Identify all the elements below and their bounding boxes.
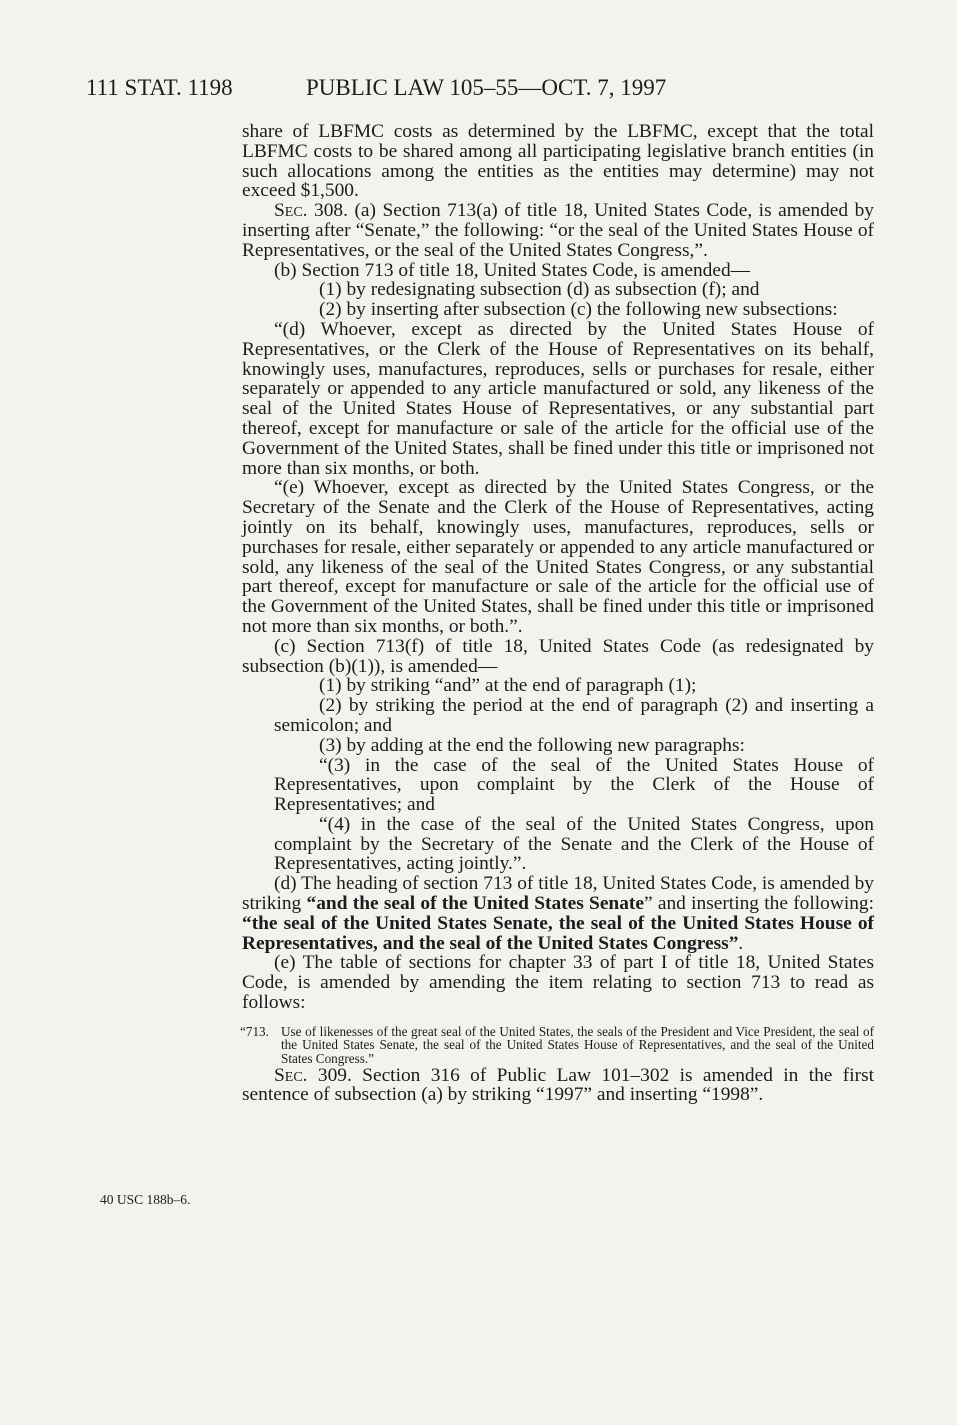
- table-item-text: Use of likenesses of the great seal of the United States, the seals of the President and Vice President, the seal of the United States Senate, the seal of the United States House of Representatives, and the seal of the United States Congress.”: [281, 1023, 874, 1067]
- section-308-c-1: (1) by striking “and” at the end of paragraph (1);: [319, 675, 697, 697]
- section-308-d-pre: (d) The heading of section 713 of title 18, United States Code, is amended by striking: [242, 873, 874, 915]
- section-309: [242, 1066, 874, 1106]
- struck-heading: “and the seal of the United States Senate: [306, 893, 644, 915]
- public-law-date: PUBLIC LAW 105–55—OCT. 7, 1997: [306, 75, 667, 100]
- document-body: [242, 122, 874, 1105]
- section-308-a-text: 308. (a) Section 713(a) of title 18, United States Code, is amended by inserting after “Senate,” the following: “or the seal of the United States House of Representatives, or the seal of the United States Congress,”.: [242, 200, 874, 261]
- quoted-subsection-e: “(e) Whoever, except as directed by the United States Congress, or the Secretary of the Senate and the Clerk of the House of Representatives, acting jointly on its behalf, knowingly uses, manufactures, reproduces, sells or purchases for resale, either separately or appended to any article manufactured or sold, any likeness of the seal of the United States Congress, or any substantial part thereof, except for manufacture or sale of the article for the official use of the Government of the United States, shall be fined under this title or imprisoned not more than six months, or both.”.: [242, 477, 874, 637]
- quoted-paragraph-4: “(4) in the case of the seal of the United States Congress, upon complaint by the Secretary of the Senate and the Clerk of the House of Representatives, acting jointly.”.: [274, 813, 874, 875]
- quoted-subsection-d: “(d) Whoever, except as directed by the United States House of Representatives, or the Clerk of the House of Representatives on its behalf, knowingly uses, manufactures, reproduces, sells or purchases for resale, either separately or appended to any article manufactured or sold, any likeness of the seal of the United States House of Representatives, or any substantial part thereof, except for manufacture or sale of the article for the official use of the Government of the United States, shall be fined under this title or imprisoned not more than six months, or both.: [242, 318, 874, 479]
- quoted-paragraph-3: “(3) in the case of the seal of the United States House of Representatives, upon complaint by the Clerk of the House of Representatives; and: [274, 754, 874, 816]
- section-label: Sec.: [274, 1064, 308, 1086]
- section-308-b-2: (2) by inserting after subsection (c) the following new subsections:: [319, 299, 838, 321]
- margin-note: 40 USC 188b–6.: [100, 1192, 191, 1207]
- section-308-b-1: (1) by redesignating subsection (d) as subsection (f); and: [319, 279, 760, 301]
- section-308-d: [242, 874, 874, 953]
- section-308-d-mid: ” and inserting the following:: [643, 893, 874, 915]
- table-of-sections-item: [240, 1025, 874, 1066]
- paragraph-cost-share: share of LBFMC costs as determined by the LBFMC, except that the total LBFMC costs to be shared among all participating legislative branch entities (in such allocations among the entities as the entities may determine) may not exceed $1,500.: [242, 121, 874, 202]
- section-label: Sec.: [274, 200, 308, 222]
- section-308-c: (c) Section 713(f) of title 18, United States Code (as redesignated by subsection (b)(1)), is amended—: [242, 635, 874, 677]
- statute-citation: 111 STAT. 1198: [86, 75, 233, 100]
- new-heading: “the seal of the United States Senate, the seal of the United States House of Representatives, and the seal of the United States Congress”: [242, 912, 874, 954]
- section-308-e: (e) The table of sections for chapter 33 of part I of title 18, United States Code, is amended by amending the item relating to section 713 to read as follows:: [242, 952, 874, 1014]
- section-309-text: 309. Section 316 of Public Law 101–302 is amended in the first sentence of subsection (a) by striking “1997” and inserting “1998”.: [242, 1064, 874, 1106]
- table-item-number: “713.: [240, 1023, 269, 1039]
- section-308-a: [242, 201, 874, 260]
- section-308-d-end: .: [738, 932, 744, 954]
- section-308-c-2: (2) by striking the period at the end of paragraph (2) and inserting a semicolon; and: [274, 695, 874, 736]
- section-308-c-3: (3) by adding at the end the following new paragraphs:: [319, 734, 745, 756]
- section-308-b: (b) Section 713 of title 18, United States Code, is amended—: [274, 259, 751, 281]
